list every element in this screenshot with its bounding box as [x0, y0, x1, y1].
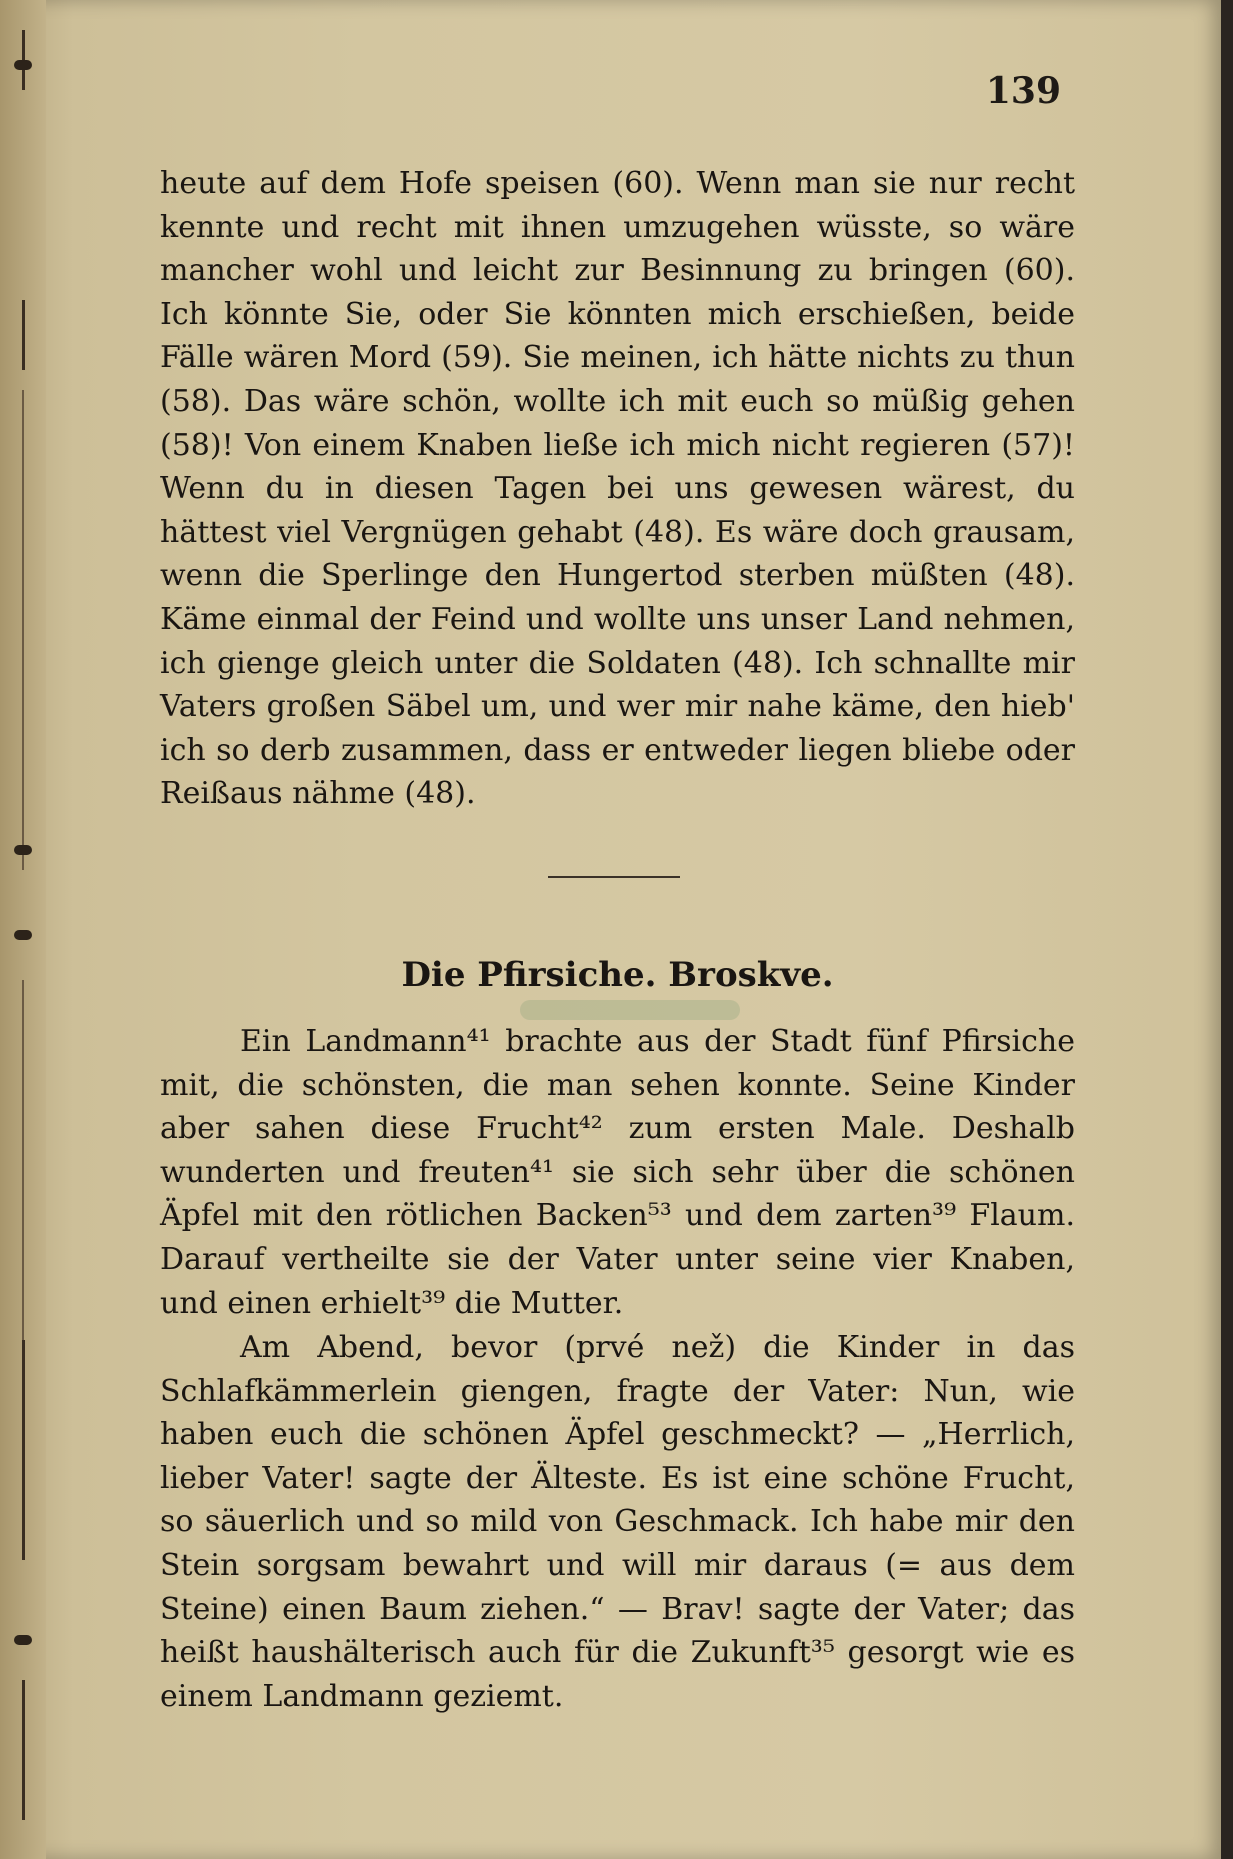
- section-divider: [548, 876, 680, 878]
- paragraph: Ein Landmann⁴¹ brachte aus der Stadt fünf Pfirsiche mit, die schönsten, die man sehen konnte. Seine Kinder aber sahen diese Frucht⁴² zum ersten Male. Deshalb wunderten und freuten⁴¹ sie sich sehr über die schönen Äpfel mit den rötlichen Backen⁵³ und dem zarten³⁹ Flaum. Darauf vertheilte sie der Vater unter seine vier Knaben, und einen erhielt³⁹ die Mutter.: [160, 1024, 1075, 1321]
- stain: [520, 1000, 740, 1020]
- binding-knot: [14, 930, 32, 940]
- binding-thread: [22, 390, 24, 870]
- binding-thread: [22, 1340, 25, 1560]
- paragraph: Am Abend, bevor (prvé než) die Kinder in das Schlafkämmerlein giengen, fragte der Vater: Nun, wie haben euch die schönen Äpfel geschmeckt? — „Herrlich, lieber Vater! sagte der Älteste. Es ist eine schöne Frucht, so säuerlich und so mild von Geschmack. Ich habe mir den Stein sorgsam bewahrt und will mir daraus (= aus dem Steine) einen Baum ziehen.“ — Brav! sagte der Vater; das heißt haushälterisch auch für die Zukunft³⁵ gesorgt wie es einem Landmann geziemt.: [160, 1330, 1075, 1714]
- paragraph-continued: heute auf dem Hofe speisen (60). Wenn man sie nur recht kennte und recht mit ihnen umzugehen wüsste, so wäre mancher wohl und leicht zur Besinnung zu bringen (60). Ich könnte Sie, oder Sie könnten mich erschießen, beide Fälle wären Mord (59). Sie meinen, ich hätte nichts zu thun (58). Das wäre schön, wollte ich mit euch so müßig gehen (58)! Von einem Knaben ließe ich mich nicht regieren (57)! Wenn du in diesen Tagen bei uns gewesen wärest, du hättest viel Vergnügen gehabt (48). Es wäre doch grausam, wenn die Sperlinge den Hungertod sterben müßten (48). Käme einmal der Feind und wollte uns unser Land nehmen, ich gienge gleich unter die Soldaten (48). Ich schnallte mir Vaters großen Säbel um, und wer mir nahe käme, den hieb' ich so derb zusammen, dass er entweder liegen bliebe oder Reißaus nähme (48).: [160, 166, 1075, 812]
- binding-thread: [22, 1680, 25, 1820]
- binding-knot: [14, 1635, 32, 1645]
- binding-knot: [14, 845, 32, 855]
- binding-knot: [14, 60, 32, 70]
- page-number: 139: [985, 70, 1061, 112]
- binding-thread: [22, 980, 24, 1350]
- binding-thread: [22, 300, 25, 370]
- section-heading: Die Pfirsiche. Broskve.: [401, 955, 834, 995]
